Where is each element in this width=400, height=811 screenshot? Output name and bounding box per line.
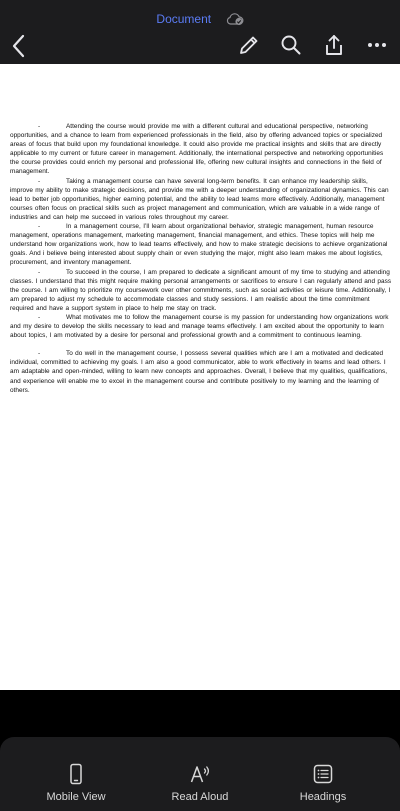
cloud-check-icon	[226, 12, 244, 26]
paragraph-text: To do well in the management course, I possess several qualities which are I am a motivated and dedicated individual, committed to achieving my goals. I am also a good communicator, able to work effectively in teams and lead others. I am adaptable and open-minded, willing to learn new concepts and approaches. Overall, I believe that my qualities, qualifications, and experience will enable me to excel in the management course and contribute positively to my learning and the learning of others.	[10, 350, 387, 394]
mobile-view-label: Mobile View	[46, 791, 106, 803]
share-icon[interactable]	[322, 33, 346, 57]
headings-button[interactable]	[273, 763, 373, 803]
headings-label: Headings	[299, 791, 347, 803]
bullet-marker: -	[38, 123, 41, 130]
paragraph	[10, 177, 392, 222]
paragraph	[10, 268, 392, 313]
search-icon[interactable]	[279, 33, 303, 57]
document-page[interactable]	[0, 64, 400, 690]
read-aloud-icon	[189, 763, 211, 785]
bullet-marker: -	[38, 223, 41, 231]
bullet-marker: -	[38, 313, 41, 321]
top-toolbar	[0, 0, 400, 64]
paragraph	[10, 122, 392, 177]
paragraph-text: To succeed in the course, I am prepared to dedicate a significant amount of my time to studying and attending classes. I understand that this might require making personal arrangements or sacrifices to ensure I can regularly attend and pass the course. I am willing to prioritize my coursework over other commitments, such as social activities or leisure time. Additionally, I am prepared to adjust my schedule to accommodate classes and study sessions. I am realistic about the time commitment required and have a support system in place to help me stay on track.	[10, 268, 392, 312]
document-title[interactable]: Document	[156, 11, 212, 26]
paragraph-text: Taking a management course can have several long-term benefits. It can enhance my leadership skills, improve my ability to make strategic decisions, and provide me with a deeper understanding of organizational dynamics. This can lead to better job opportunities, higher earning potential, and the ability to lead teams more effectively. Additionally, management courses often focus on practical skills such as project management and communication, which are valuable in a wide range of industries and can help me succeed in various roles throughout my career.	[10, 177, 389, 221]
read-aloud-label: Read Aloud	[171, 791, 229, 803]
paragraph	[10, 349, 392, 394]
bullet-marker: -	[38, 268, 41, 276]
title-area	[0, 10, 400, 28]
paragraph-text: What motivates me to follow the management course is my passion for understanding how organizations work and my desire to develop the skills necessary to lead and manage teams effectively. I am excited about the opportunity to learn about topics, I am motivated by a desire for personal and professional growth and a commitment to continuous learning.	[10, 313, 389, 340]
read-aloud-button[interactable]	[150, 763, 250, 803]
headings-icon	[312, 763, 334, 785]
mobile-view-icon	[65, 763, 87, 785]
more-icon[interactable]	[365, 36, 389, 54]
bullet-marker: -	[38, 350, 41, 358]
paragraph	[10, 313, 392, 340]
mobile-view-button[interactable]	[26, 763, 126, 803]
paragraph-text: In a management course, I’ll learn about organizational behavior, strategic management, human resource management, operations management, marketing management, financial management, and ethics. These topics will help me understand how organizations work, how to lead teams effectively, and how to make strategic decisions to achieve organizational goals. And i believe being interested about supply chain or even studying the major, might also learn makes me about logistics, procurement, and inventory management.	[10, 223, 388, 267]
edit-pencil-icon[interactable]	[237, 33, 261, 57]
bullet-marker: -	[38, 177, 41, 185]
back-icon[interactable]	[8, 33, 30, 59]
paragraph	[10, 222, 392, 267]
document-body	[10, 122, 392, 395]
bottom-toolbar	[0, 737, 400, 811]
paragraph-text: Attending the course would provide me with a different cultural and educational perspective, networking opportunities, and a chance to learn from experienced professionals in the field, also by offering advanced topics or specialized areas of focus that build upon my foundational knowledge. It could also provide me practical insights and skills that are directly applicable to my current or future career in management. Additionally, the international perspective and networking opportunities the course provides could enrich my personal and professional life, offering new cultural insights and connections in the field of management.	[10, 123, 384, 176]
